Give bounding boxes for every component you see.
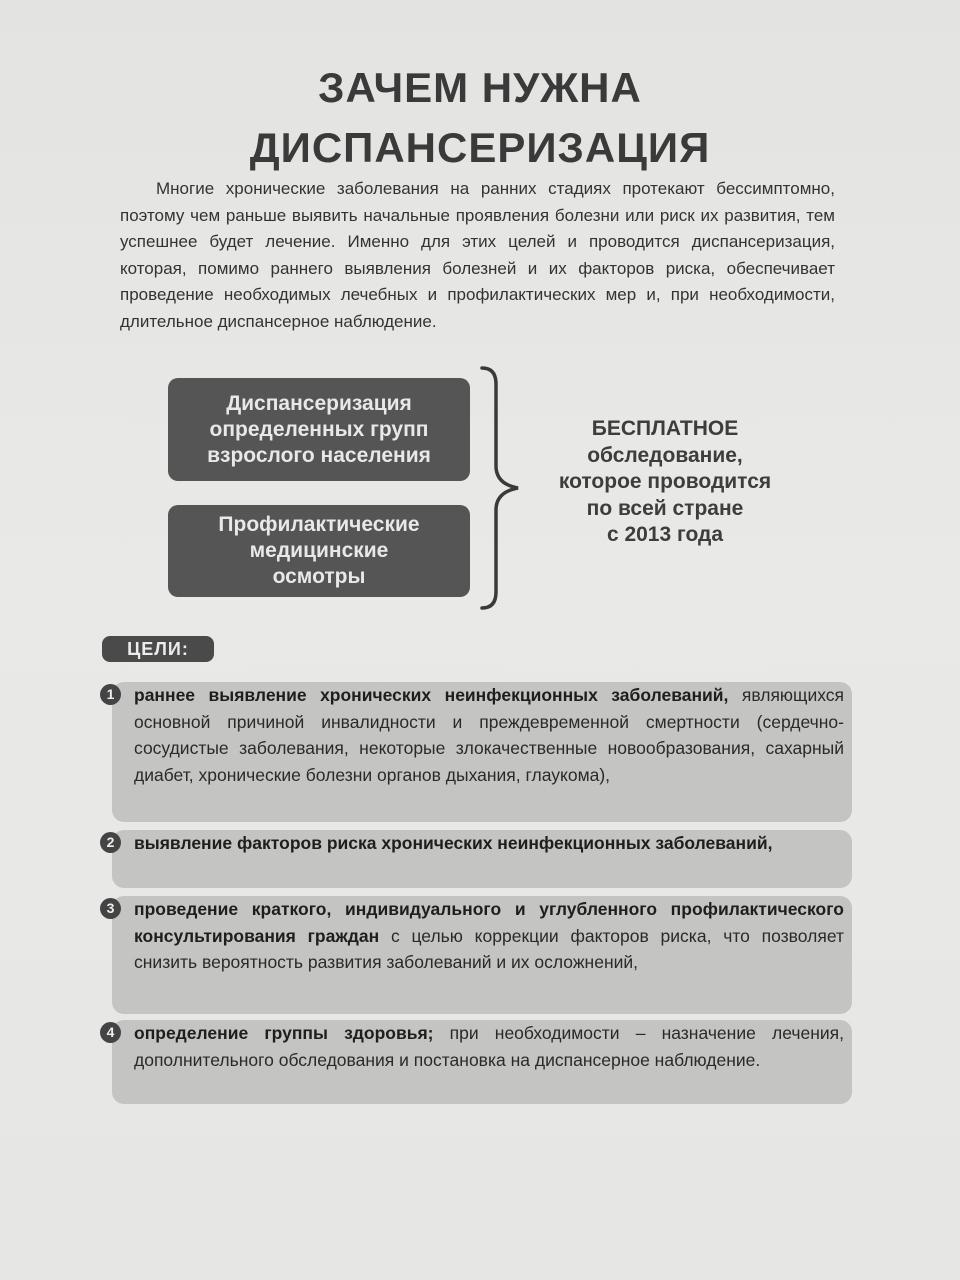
screening-box xyxy=(168,378,470,481)
intro-paragraph xyxy=(120,176,835,335)
free-note-line-5: с 2013 года xyxy=(606,523,724,546)
title-line-1: ЗАЧЕМ НУЖНА xyxy=(318,64,642,111)
checkup-box xyxy=(168,505,470,597)
goal-text xyxy=(134,896,844,976)
goal-bold-text: выявление факторов риска хронических неинфекционных заболеваний, xyxy=(134,833,773,853)
goal-text xyxy=(134,682,844,788)
checkup-box-line-3: осмотры xyxy=(272,565,366,588)
goal-body-text: с целью коррекции факторов риска, что позволяет снизить вероятность развития заболеваний и их осложнений, xyxy=(134,925,844,972)
goal-bold-text: определение группы здоровья; xyxy=(134,1023,434,1043)
intro-text: Многие хронические заболевания на ранних стадиях протекают бессимптомно, поэтому чем раньше выявить начальные проявления болезни или риск их развития, тем успешнее будет лечение. Именно для этих целей и проводится диспансеризация, которая, помимо раннего выявления болезней и их факторов риска, обеспечивает проведение необходимых лечебных и профилактических мер и, при необходимости, длительное диспансерное наблюдение. xyxy=(120,179,835,331)
free-note-line-4: по всей стране xyxy=(586,496,744,520)
goal-item xyxy=(106,1020,852,1104)
goal-item xyxy=(106,830,852,888)
goals-heading: ЦЕЛИ: xyxy=(102,636,214,662)
goal-body-text: являющихся основной причиной инвалидности и преждевременной смертности (сердечно-сосудистые заболевания, некоторые злокачественные новообразования, сахарный диабет, хронические болезни органов дыхания, глаукома), xyxy=(134,685,845,785)
goal-text xyxy=(134,830,844,857)
checkup-box-line-1: Профилактические xyxy=(218,513,420,536)
goal-item xyxy=(106,682,852,822)
screening-box-line-2: определенных групп xyxy=(209,417,429,441)
curly-brace-icon xyxy=(478,366,524,610)
goal-bold-text: проведение краткого, индивидуального и углубленного профилактического консультирования граждан xyxy=(134,899,844,946)
goal-text xyxy=(134,1020,844,1073)
screening-box-line-3: взрослого населения xyxy=(207,443,431,467)
page-title xyxy=(200,58,760,178)
goal-item xyxy=(106,896,852,1014)
free-note-line-1: БЕСПЛАТНОЕ xyxy=(591,417,739,440)
checkup-box-line-2: медицинские xyxy=(249,539,389,562)
title-line-2: ДИСПАНСЕРИЗАЦИЯ xyxy=(249,124,711,171)
goal-body-text: при необходимости – назначение лечения, дополнительного обследования и постановка на диспансерное наблюдение. xyxy=(134,1023,844,1070)
free-note-line-2: обследование, xyxy=(587,443,743,467)
goal-number-badge: 3 xyxy=(100,898,121,919)
screening-box-line-1: Диспансеризация xyxy=(226,391,412,415)
goal-number-badge: 1 xyxy=(100,684,121,705)
goal-bold-text: раннее выявление хронических неинфекционных заболеваний, xyxy=(134,685,729,705)
free-note-line-3: которое проводится xyxy=(558,470,772,493)
free-screening-note xyxy=(520,416,810,549)
goal-number-badge: 4 xyxy=(100,1022,121,1043)
goal-number-badge: 2 xyxy=(100,832,121,853)
